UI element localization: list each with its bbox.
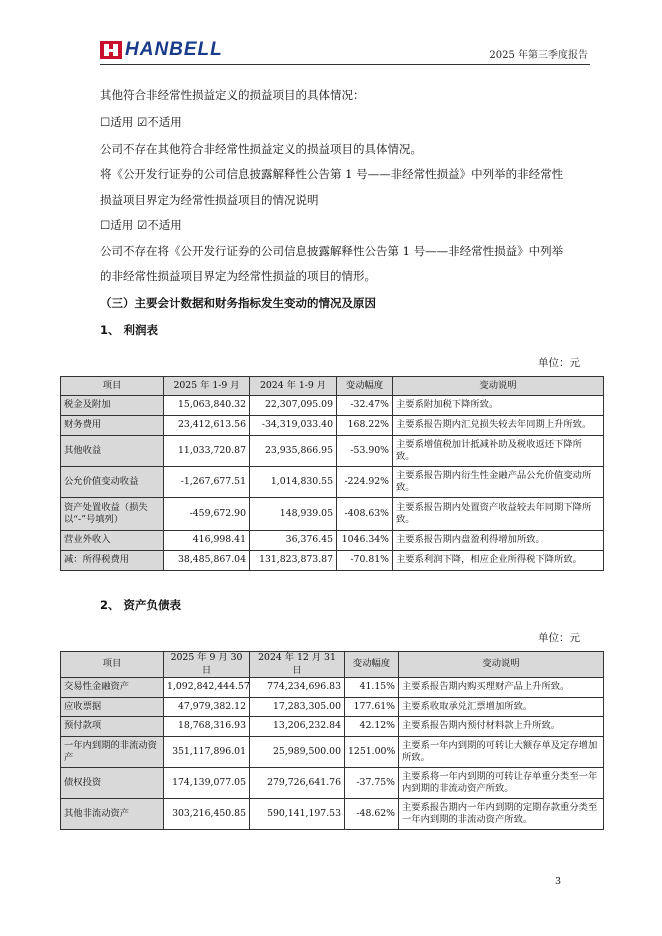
- change-explanation: 主要系报告期内一年内到期的定期存款重分类至一年内到期的非流动资产所致。: [399, 799, 604, 830]
- change-rate: -37.75%: [345, 768, 399, 799]
- paragraph: 公司不存在将《公开发行证券的公司信息披露解释性公告第 1 号——非经常性损益》中列举: [100, 244, 564, 258]
- change-explanation: 主要系将一年内到期的可转让存单重分类至一年内到期的非流动资产所致。: [399, 768, 604, 799]
- change-explanation: 主要系利润下降，相应企业所得税下降所致。: [393, 551, 604, 571]
- prior-value: 36,376.45: [250, 531, 337, 551]
- logo-text: HANBELL: [125, 39, 223, 60]
- current-value: 38,485,867.04: [164, 551, 250, 571]
- change-explanation: 主要系报告期内盘盈利得增加所致。: [393, 531, 604, 551]
- current-value: 11,033,720.87: [164, 436, 250, 467]
- prior-value: 13,206,232.84: [250, 717, 345, 737]
- change-rate: -70.81%: [337, 551, 393, 571]
- prior-value: 148,939.05: [250, 498, 337, 531]
- current-value: 23,412,613.56: [164, 416, 250, 436]
- column-header: 2025 年 9 月 30 日: [164, 652, 250, 678]
- hanbell-logo: [100, 40, 223, 60]
- current-value: 1,092,842,444.57: [164, 678, 250, 698]
- prior-value: -34,319,033.40: [250, 416, 337, 436]
- change-explanation: 主要系报告期内衍生性金融产品公允价值变动所致。: [393, 467, 604, 498]
- prior-value: 25,989,500.00: [250, 737, 345, 768]
- column-header: 变动幅度: [345, 652, 399, 678]
- table-row: [61, 698, 604, 717]
- page-number: 3: [555, 876, 562, 887]
- current-value: 18,768,316.93: [164, 717, 250, 737]
- table-row: [61, 737, 604, 768]
- table-row: [61, 768, 604, 799]
- income-statement-title: 1、 利润表: [100, 323, 159, 337]
- page-header: [100, 36, 590, 65]
- row-item-label: 债权投资: [61, 768, 164, 799]
- row-item-label: 公允价值变动收益: [61, 467, 164, 498]
- row-item-label: 营业外收入: [61, 531, 164, 551]
- unit-label: 单位：元: [538, 357, 580, 369]
- column-header: 变动说明: [393, 377, 604, 396]
- paragraph: 损益项目界定为经常性损益项目的情况说明: [100, 193, 319, 207]
- paragraph: 将《公开发行证券的公司信息披露解释性公告第 1 号——非经常性损益》中列举的非经常性: [100, 167, 564, 181]
- prior-value: 23,935,866.95: [250, 436, 337, 467]
- prior-value: 279,726,641.76: [250, 768, 345, 799]
- balance-sheet-title: 2、 资产负债表: [100, 598, 182, 612]
- current-value: 47,979,382.12: [164, 698, 250, 717]
- current-value: 351,117,896.01: [164, 737, 250, 768]
- column-header: 变动幅度: [337, 377, 393, 396]
- prior-value: 590,141,197.53: [250, 799, 345, 830]
- change-rate: -48.62%: [345, 799, 399, 830]
- paragraph: 的非经常性损益项目界定为经常性损益的项目的情形。: [100, 269, 376, 283]
- row-item-label: 资产处置收益（损失以“-”号填列）: [61, 498, 164, 531]
- current-value: -459,672.90: [164, 498, 250, 531]
- column-header: 2025 年 1-9 月: [164, 377, 250, 396]
- column-header: 项目: [61, 377, 164, 396]
- row-item-label: 其他非流动资产: [61, 799, 164, 830]
- change-explanation: 主要系收取承兑汇票增加所致。: [399, 698, 604, 717]
- change-rate: 1046.34%: [337, 531, 393, 551]
- row-item-label: 税金及附加: [61, 396, 164, 416]
- column-header: 项目: [61, 652, 164, 678]
- section-title: （三）主要会计数据和财务指标发生变动的情况及原因: [100, 296, 376, 310]
- table-row: [61, 531, 604, 551]
- prior-value: 774,234,696.83: [250, 678, 345, 698]
- prior-value: 22,307,095.09: [250, 396, 337, 416]
- column-header: 2024 年 1-9 月: [250, 377, 337, 396]
- row-item-label: 减：所得税费用: [61, 551, 164, 571]
- current-value: 174,139,077.05: [164, 768, 250, 799]
- row-item-label: 预付款项: [61, 717, 164, 737]
- column-header: 2024 年 12 月 31 日: [250, 652, 345, 678]
- column-header: 变动说明: [399, 652, 604, 678]
- table-row: [61, 498, 604, 531]
- change-rate: -32.47%: [337, 396, 393, 416]
- table-row: [61, 416, 604, 436]
- row-item-label: 交易性金融资产: [61, 678, 164, 698]
- table-row: [61, 678, 604, 698]
- current-value: 15,063,840.32: [164, 396, 250, 416]
- change-explanation: 主要系一年内到期的可转让大额存单及定存增加所致。: [399, 737, 604, 768]
- change-explanation: 主要系增值税加计抵减补助及税收返还下降所致。: [393, 436, 604, 467]
- row-item-label: 财务费用: [61, 416, 164, 436]
- row-item-label: 其他收益: [61, 436, 164, 467]
- prior-value: 1,014,830.55: [250, 467, 337, 498]
- change-explanation: 主要系附加税下降所致。: [393, 396, 604, 416]
- change-rate: 41.15%: [345, 678, 399, 698]
- unit-label: 单位：元: [538, 632, 580, 644]
- change-rate: 1251.00%: [345, 737, 399, 768]
- applicability-option: ☐适用 ☑不适用: [100, 115, 182, 129]
- current-value: -1,267,677.51: [164, 467, 250, 498]
- paragraph: 公司不存在其他符合非经常性损益定义的损益项目的具体情况。: [100, 142, 422, 156]
- change-rate: -53.90%: [337, 436, 393, 467]
- current-value: 416,998.41: [164, 531, 250, 551]
- table-row: [61, 717, 604, 737]
- change-rate: 42.12%: [345, 717, 399, 737]
- table-row: [61, 799, 604, 830]
- change-rate: 177.61%: [345, 698, 399, 717]
- change-explanation: 主要系报告期内汇兑损失较去年同期上升所致。: [393, 416, 604, 436]
- row-item-label: 一年内到期的非流动资产: [61, 737, 164, 768]
- table-row: [61, 551, 604, 571]
- change-rate: -224.92%: [337, 467, 393, 498]
- table-row: [61, 436, 604, 467]
- change-rate: -408.63%: [337, 498, 393, 531]
- change-explanation: 主要系报告期内处置资产收益较去年同期下降所致。: [393, 498, 604, 531]
- income-statement-table: [60, 376, 604, 571]
- change-explanation: 主要系报告期内购买理财产品上升所致。: [399, 678, 604, 698]
- table-row: [61, 396, 604, 416]
- applicability-option: ☐适用 ☑不适用: [100, 218, 182, 232]
- change-explanation: 主要系报告期内预付材料款上升所致。: [399, 717, 604, 737]
- change-rate: 168.22%: [337, 416, 393, 436]
- logo-mark-icon: [100, 41, 122, 59]
- balance-sheet-table: [60, 651, 604, 830]
- current-value: 303,216,450.85: [164, 799, 250, 830]
- prior-value: 17,283,305.00: [250, 698, 345, 717]
- table-row: [61, 467, 604, 498]
- report-title: 2025 年第三季度报告: [489, 50, 588, 61]
- row-item-label: 应收票据: [61, 698, 164, 717]
- prior-value: 131,823,873.87: [250, 551, 337, 571]
- paragraph: 其他符合非经常性损益定义的损益项目的具体情况：: [100, 88, 365, 102]
